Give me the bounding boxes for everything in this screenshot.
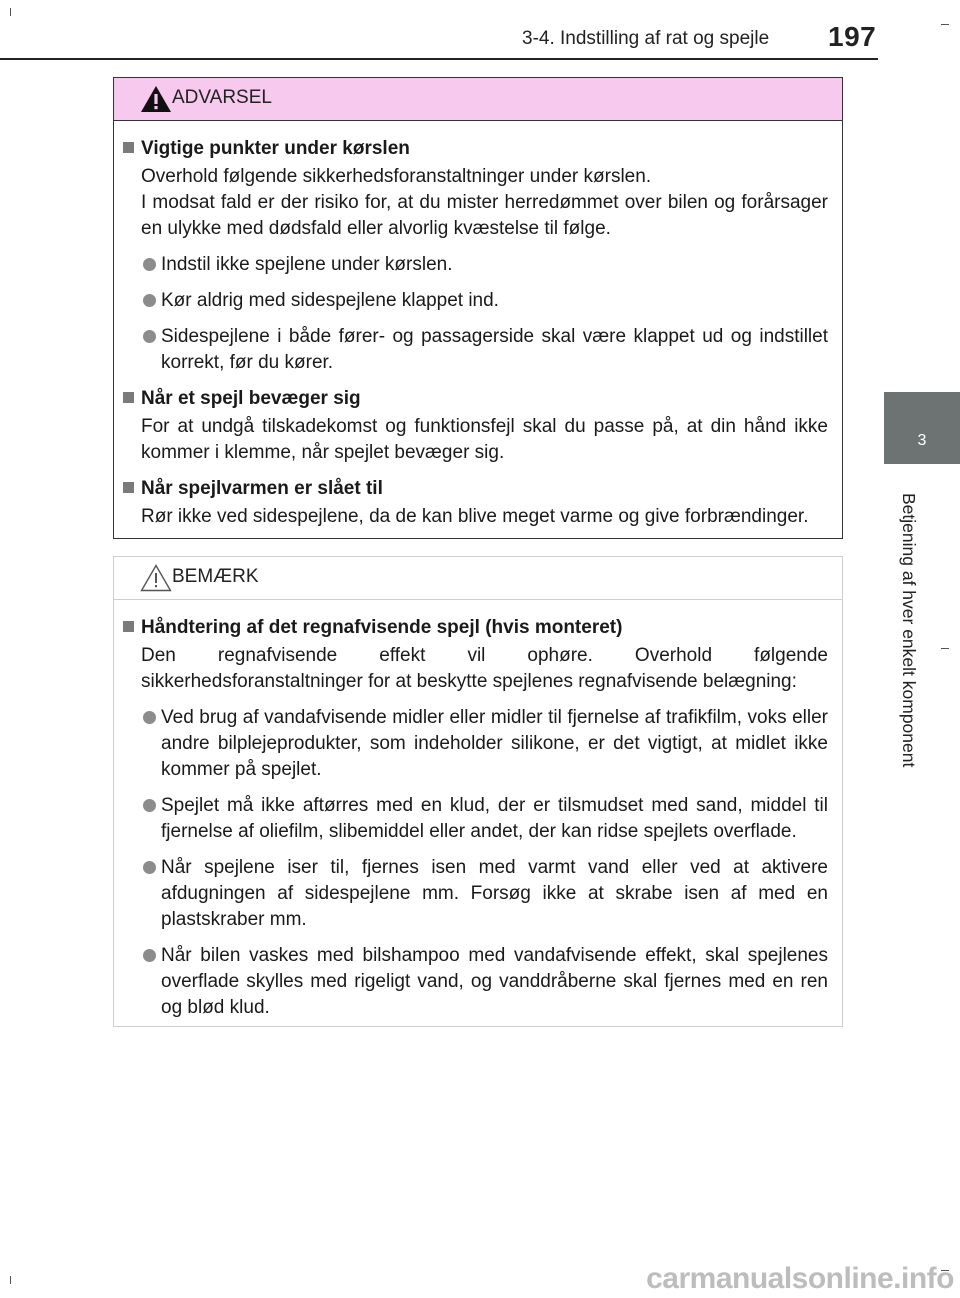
section-title: 3-4. Indstilling af rat og spejle — [522, 28, 770, 49]
warning-heading: Når spejlvarmen er slået til — [123, 476, 828, 502]
notice-title: BEMÆRK — [172, 566, 259, 587]
warning-paragraph: For at undgå tilskadekomst og funktionsfejl skal du passe på, at din hånd ikke kommer i klemme, når spejlet bevæger sig. — [141, 416, 828, 463]
notice-heading: Håndtering af det regnafvisende spejl (hvis monteret) — [123, 615, 828, 641]
warning-paragraph: Rør ikke ved sidespejlene, da de kan blive meget varme og give forbrændinger. — [141, 506, 809, 527]
notice-bullet: Når bilen vaskes med bilshampoo med vandafvisende effekt, skal spejlenes overflade skylles med rigeligt vand, og vanddråberne skal fjernes med en ren og blød klud. — [123, 943, 828, 1021]
round-bullet-icon — [143, 949, 156, 962]
warning-bullet: Sidespejlene i både fører- og passagerside skal være klappet ud og indstillet korrekt, før du kører. — [123, 324, 828, 376]
crop-mark — [941, 648, 949, 649]
warning-heading: Når et spejl bevæger sig — [123, 386, 828, 412]
notice-paragraph: Den regnafvisende effekt vil ophøre. Overhold følgende sikkerhedsforanstaltninger for at beskytte spejlenes regnafvisende belægning: — [141, 645, 828, 692]
warning-bullet: Indstil ikke spejlene under kørslen. — [123, 252, 828, 278]
header-rule — [0, 58, 878, 60]
notice-bullet: Når spejlene iser til, fjernes isen med varmt vand eller ved at aktivere afdugningen af sidespejlene mm. Forsøg ikke at skrabe isen af med en plastskraber mm. — [123, 855, 828, 933]
warning-bullet: Kør aldrig med sidespejlene klappet ind. — [123, 288, 828, 314]
chapter-number: 3 — [917, 432, 927, 449]
warning-body — [114, 121, 842, 530]
square-bullet-icon — [123, 621, 134, 632]
round-bullet-icon — [143, 294, 156, 307]
crop-mark — [10, 1276, 11, 1284]
notice-box — [113, 556, 843, 1027]
crop-mark — [10, 8, 11, 16]
crop-mark — [941, 24, 949, 25]
round-bullet-icon — [143, 711, 156, 724]
warning-header — [114, 78, 842, 121]
page-number: 197 — [828, 21, 877, 52]
notice-bullet: Ved brug af vandafvisende midler eller midler til fjernelse af trafikfilm, voks eller andre bilplejeprodukter, som indeholder silikone, er det vigtigt, at midlet ikke kommer på spejlet. — [123, 705, 828, 783]
round-bullet-icon — [143, 861, 156, 874]
warning-triangle-filled-icon — [140, 84, 172, 114]
watermark: carmanualsonline.info — [646, 1262, 954, 1295]
notice-bullet: Spejlet må ikke aftørres med en klud, der er tilsmudset med sand, middel til fjernelse af oliefilm, slibemiddel eller andet, der kan ridse spejlets overflade. — [123, 793, 828, 845]
notice-body — [114, 600, 842, 1021]
square-bullet-icon — [123, 482, 134, 493]
chapter-label: Betjening af hver enkelt komponent — [899, 493, 919, 768]
square-bullet-icon — [123, 142, 134, 153]
square-bullet-icon — [123, 392, 134, 403]
round-bullet-icon — [143, 330, 156, 343]
warning-paragraph: Overhold følgende sikkerhedsforanstaltninger under kørslen. I modsat fald er der risiko for, at du mister herredømmet over bilen og forårsager en ulykke med dødsfald eller alvorlig kvæstelse til følge. — [141, 166, 828, 239]
warning-box — [113, 77, 843, 539]
warning-heading: Vigtige punkter under kørslen — [123, 136, 828, 162]
round-bullet-icon — [143, 799, 156, 812]
round-bullet-icon — [143, 258, 156, 271]
chapter-tab — [884, 392, 960, 464]
warning-title: ADVARSEL — [172, 87, 272, 108]
warning-triangle-outline-icon — [140, 563, 172, 593]
notice-header — [114, 557, 842, 600]
